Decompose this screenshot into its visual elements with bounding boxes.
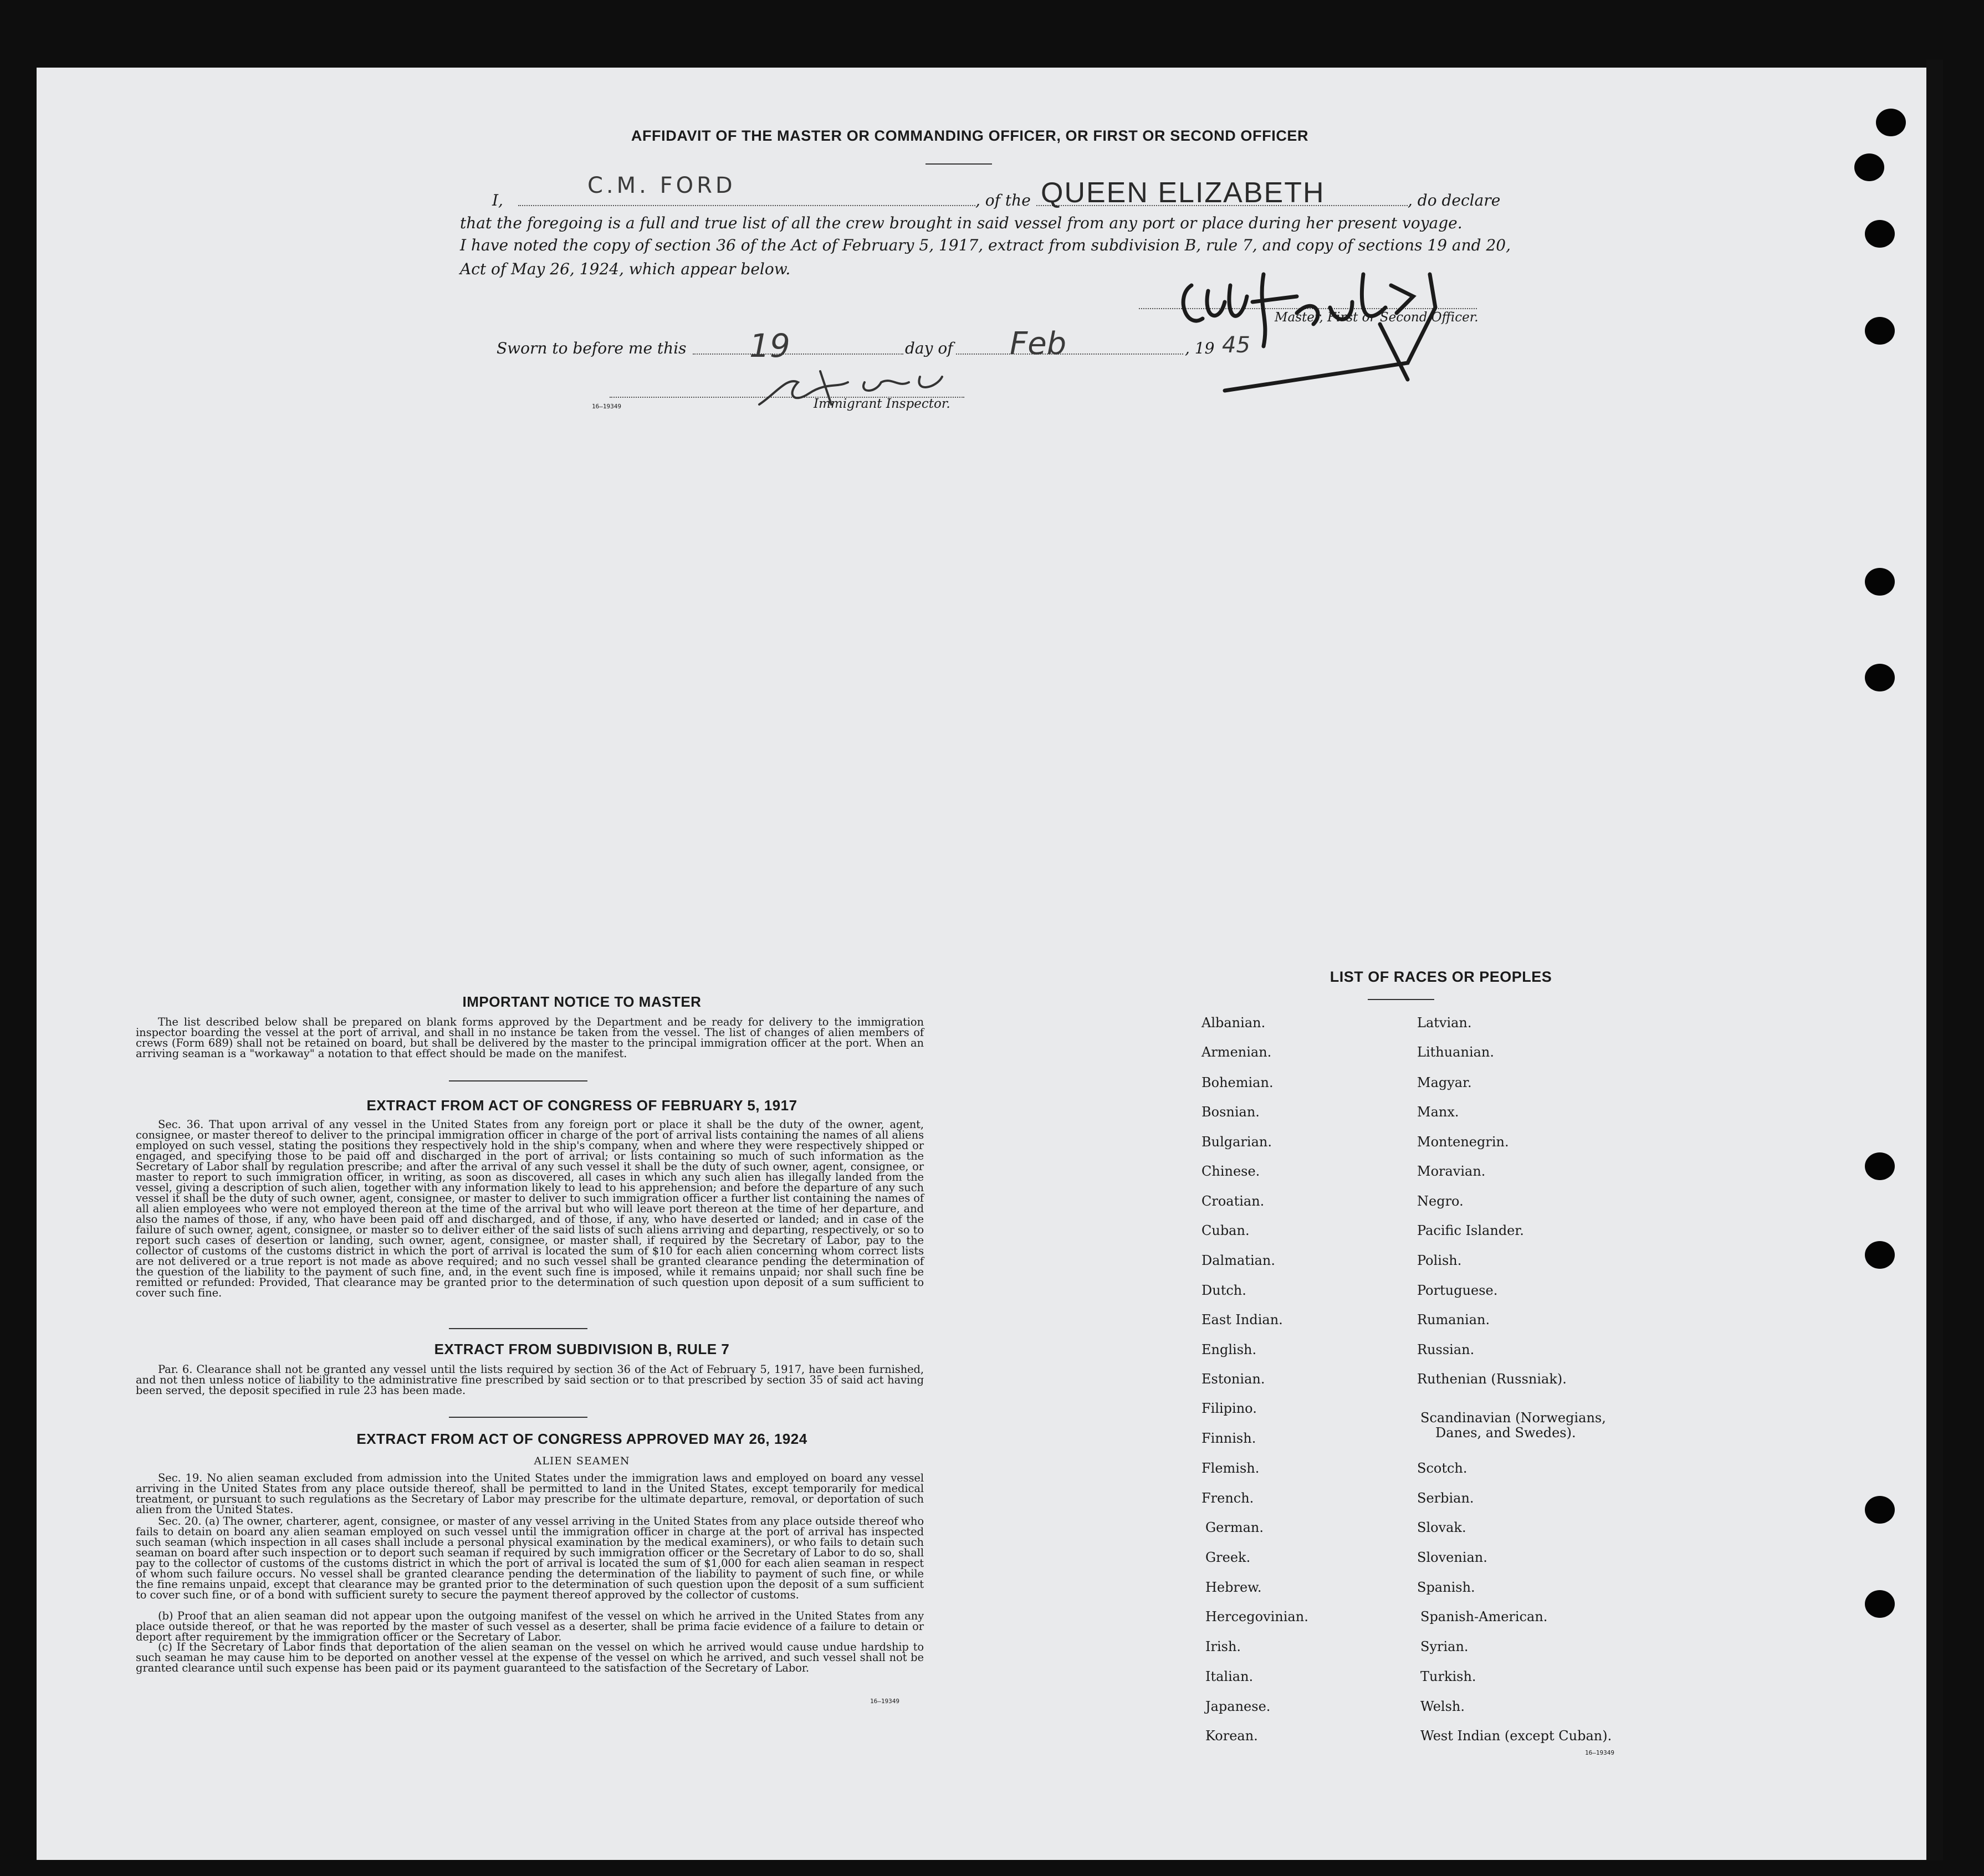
- race-item: Chinese.: [1201, 1163, 1260, 1179]
- form-code: 16—19349: [870, 1698, 899, 1705]
- sec-20a-text: Sec. 20. (a) The owner, charterer, agent, consignee, or master of any vessel arriving in the United States from any place outside thereof who fails to detain on board any alien seaman employed on such vessel until the immigration officer in charge at the port of arrival has inspected such seaman (which inspection in all cases shall include a personal physical examination by the medical examiners), or who fails to detain such seaman on board after such inspection or to deport such seaman if required by such immigration officer or the Secretary of Labor to do so, shall pay to the collector of customs of the customs district in which the port of arrival is located the sum of $1,000 for each alien seaman in respect of whom such failure occurs. No vessel shall be granted clearance pending the determination of the liability to payment of such fine, or while the fine remains unpaid, except that clearance may be granted prior to the determination of such question upon the deposit of a sum sufficient to cover such fine, or of a bond with sufficient surety to secure the payment thereof approved by the collector of customs.: [136, 1515, 924, 1601]
- month-field-line: [956, 353, 1183, 355]
- sec-20c-text: (c) If the Secretary of Labor finds that deportation of the alien seaman on the vessel on which he arrived would cause undue hardship to such seaman he may cause him to be deported on another vessel at the expense of the vessel on which he arrived, and such vessel shall not be granted clearance until such expense has been paid or its payment guaranteed to the satisfaction of the Secretary of Labor.: [136, 1641, 924, 1674]
- race-item: Serbian.: [1417, 1490, 1474, 1506]
- day-of-label: day of: [905, 339, 953, 357]
- subdivision-b-heading: EXTRACT FROM SUBDIVISION B, RULE 7: [434, 1341, 730, 1357]
- race-item: Cuban.: [1201, 1223, 1250, 1238]
- divider: [449, 1328, 587, 1329]
- punch-hole: [1865, 317, 1895, 345]
- month-handwritten: Feb: [1010, 326, 1067, 362]
- form-code: 16—19349: [592, 403, 621, 410]
- of-the-label: , of the: [975, 191, 1031, 209]
- race-item: Magyar.: [1417, 1075, 1472, 1090]
- affidavit-i-label: I,: [492, 191, 503, 209]
- race-item: Dutch.: [1201, 1283, 1246, 1298]
- notice-heading: IMPORTANT NOTICE TO MASTER: [462, 993, 702, 1010]
- race-item: Syrian.: [1420, 1639, 1469, 1654]
- extract-1917-text: Sec. 36. That upon arrival of any vessel in the United States from any foreign port or place it shall be the duty of the owner, agent, consignee, or master thereof to deliver to the principal immigration officer in charge of the port of arrival lists containing the names of all aliens employed on such vessel, stating the positions they respectively hold in the ship's company, when and where they were respectively shipped or engaged, and specifying those to be paid off and discharged in the port of arrival; or lists containing so much of such information as the Secretary of Labor shall by regulation prescribe; and after the arrival of any such vessel it shall be the duty of such owner, agent, consignee, or master to report to such immigration officer, in writing, as soon as discovered, all cases in which any such alien has illegally landed from the vessel, giving a description of such alien, together with any information likely to lead to his apprehension; and before the departure of any such vessel it shall be the duty of such owner, agent, consignee, or master to deliver to such immigration officer a further list containing the names of all alien employees who were not employed thereon at the time of the arrival but who will leave port thereon at the time of her departure, and also the names of those, if any, who have been paid off and discharged, and of those, if any, who have deserted or landed; and in case of the failure of such owner, agent, consignee, or master so to deliver either of the said lists of such aliens arriving and departing, respectively, or so to report such cases of desertion or landing, such owner, agent, consignee, or master shall, if required by the Secretary of Labor, pay to the collector of customs of the customs district in which the port of arrival is located the sum of $10 for each alien concerning whom correct lists are not delivered or a true report is not made as above required; and no such vessel shall be granted clearance pending the determination of the question of the liability to the payment of such fine, and, in the event such fine is imposed, while it remains unpaid; nor shall such fine be remitted or refunded: Provided, That clearance may be granted prior to the determination of such question upon deposit of a sum sufficient to cover such fine.: [136, 1118, 924, 1299]
- race-item: Turkish.: [1420, 1669, 1476, 1684]
- race-item: Bulgarian.: [1201, 1134, 1272, 1150]
- form-code: 16—19349: [1585, 1749, 1614, 1756]
- signature-caption: Master, First or Second Officer.: [1275, 310, 1479, 325]
- race-item: German.: [1205, 1520, 1264, 1535]
- year-handwritten: 45: [1222, 332, 1250, 358]
- race-item: Manx.: [1417, 1104, 1459, 1120]
- punch-hole: [1865, 220, 1895, 248]
- race-item: Hebrew.: [1205, 1580, 1262, 1595]
- race-item: Portuguese.: [1417, 1283, 1498, 1298]
- race-item: Filipino.: [1201, 1401, 1257, 1416]
- race-item: Scandinavian (Norwegians,: [1420, 1410, 1606, 1426]
- affidavit-line-2: that the foregoing is a full and true list of all the crew brought in said vessel from any port or place during her present voyage.: [460, 214, 1463, 232]
- race-item: Pacific Islander.: [1417, 1223, 1524, 1238]
- sec-20b-text: (b) Proof that an alien seaman did not appear upon the outgoing manifest of the vessel on which he arrived in the United States from any place outside thereof, or that he was reported by the master of such vessel as a deserter, shall be prima facie evidence of a failure to detain or deport after requirement by the immigration officer or the Secretary of Labor.: [136, 1610, 924, 1643]
- race-item: Rumanian.: [1417, 1312, 1490, 1327]
- race-item: Welsh.: [1420, 1699, 1465, 1714]
- day-handwritten: 19: [749, 327, 790, 365]
- race-item: Italian.: [1205, 1669, 1254, 1684]
- race-item: West Indian (except Cuban).: [1420, 1728, 1612, 1744]
- do-declare-label: , do declare: [1408, 191, 1501, 209]
- alien-seamen-subheading: ALIEN SEAMEN: [534, 1455, 630, 1467]
- punch-hole: [1865, 1152, 1895, 1180]
- affidavit-line-3: I have noted the copy of section 36 of the Act of February 5, 1917, extract from subdivision B, rule 7, and copy of sections 19 and 20,: [460, 236, 1511, 254]
- master-signature: [1169, 252, 1469, 402]
- race-item: Spanish.: [1417, 1580, 1475, 1595]
- race-item: Negro.: [1417, 1193, 1464, 1209]
- race-item: Spanish-American.: [1420, 1609, 1548, 1624]
- race-item: Dalmatian.: [1201, 1253, 1276, 1268]
- race-item: Polish.: [1417, 1253, 1462, 1268]
- punch-hole: [1865, 568, 1895, 596]
- extract-1917-heading: EXTRACT FROM ACT OF CONGRESS OF FEBRUARY 5, 1917: [366, 1097, 797, 1114]
- year-prefix: , 19: [1185, 339, 1215, 357]
- extract-1924-heading: EXTRACT FROM ACT OF CONGRESS APPROVED MAY 26, 1924: [356, 1431, 807, 1447]
- divider: [1368, 999, 1434, 1000]
- sworn-label: Sworn to before me this: [497, 339, 687, 357]
- ship-name-stamp: QUEEN ELIZABETH: [1041, 177, 1325, 209]
- race-item: Albanian.: [1201, 1015, 1266, 1031]
- races-heading: LIST OF RACES OR PEOPLES: [1330, 968, 1552, 985]
- race-item: Finnish.: [1201, 1431, 1256, 1446]
- race-item: Estonian.: [1201, 1371, 1265, 1387]
- race-item: Bosnian.: [1201, 1104, 1260, 1120]
- divider: [925, 163, 992, 165]
- inspector-caption: Immigrant Inspector.: [814, 397, 950, 411]
- race-item: Montenegrin.: [1417, 1134, 1509, 1150]
- sheet-edge: [1926, 60, 1943, 1860]
- race-item: French.: [1201, 1490, 1254, 1506]
- divider: [449, 1080, 587, 1081]
- race-item: Slovenian.: [1417, 1550, 1487, 1565]
- race-item: Japanese.: [1205, 1699, 1271, 1714]
- punch-hole: [1865, 1590, 1895, 1618]
- race-item: Slovak.: [1417, 1520, 1466, 1535]
- race-item: Korean.: [1205, 1728, 1258, 1744]
- race-item: Danes, and Swedes).: [1435, 1425, 1576, 1441]
- name-field-line: [518, 205, 975, 206]
- race-item: Lithuanian.: [1417, 1044, 1495, 1060]
- race-item: Hercegovinian.: [1205, 1609, 1308, 1624]
- affidavit-line-4: Act of May 26, 1924, which appear below.: [460, 260, 791, 278]
- punch-hole: [1865, 664, 1895, 691]
- notice-text: The list described below shall be prepared on blank forms approved by the Department and be ready for delivery to the immigration inspector boarding the vessel at the port of arrival, and shall in no instance be taken from the vessel. The list of changes of alien members of crews (Form 689) shall not be retained on board, but shall be delivered by the master to the principal immigration officer at the port. When an arriving seaman is a "workaway" a notation to that effect should be made on the manifest.: [136, 1016, 924, 1060]
- race-item: Irish.: [1205, 1639, 1241, 1654]
- race-item: Greek.: [1205, 1550, 1251, 1565]
- punch-hole: [1865, 1241, 1895, 1269]
- punch-hole: [1854, 153, 1884, 181]
- subdivision-b-text: Par. 6. Clearance shall not be granted any vessel until the lists required by section 36 of the Act of February 5, 1917, have been furnished, and not then unless notice of liability to the administrative fine prescribed by said section or to that prescribed by section 35 of said act having been served, the deposit specified in rule 23 has been made.: [136, 1363, 924, 1397]
- race-item: East Indian.: [1201, 1312, 1283, 1327]
- race-item: English.: [1201, 1342, 1257, 1357]
- race-item: Scotch.: [1417, 1460, 1467, 1476]
- race-item: Croatian.: [1201, 1193, 1265, 1209]
- race-item: Ruthenian (Russniak).: [1417, 1371, 1567, 1387]
- race-item: Armenian.: [1201, 1044, 1272, 1060]
- race-item: Latvian.: [1417, 1015, 1472, 1031]
- divider: [449, 1417, 587, 1418]
- race-item: Russian.: [1417, 1342, 1475, 1357]
- race-item: Flemish.: [1201, 1460, 1260, 1476]
- punch-hole: [1865, 1496, 1895, 1524]
- race-item: Bohemian.: [1201, 1075, 1274, 1090]
- punch-hole: [1876, 109, 1906, 136]
- race-item: Moravian.: [1417, 1163, 1486, 1179]
- affidavit-title: AFFIDAVIT OF THE MASTER OR COMMANDING OFFICER, OR FIRST OR SECOND OFFICER: [631, 127, 1309, 144]
- master-name-handwritten: C.M. FORD: [587, 173, 736, 198]
- sec-19-text: Sec. 19. No alien seaman excluded from admission into the United States under the immigration laws and employed on board any vessel arriving in the United States from any place outside thereof, shall be permitted to land in the United States, except temporarily for medical treatment, or pursuant to such regulations as the Secretary of Labor may prescribe for the ultimate departure, removal, or deportation of such alien from the United States.: [136, 1472, 924, 1516]
